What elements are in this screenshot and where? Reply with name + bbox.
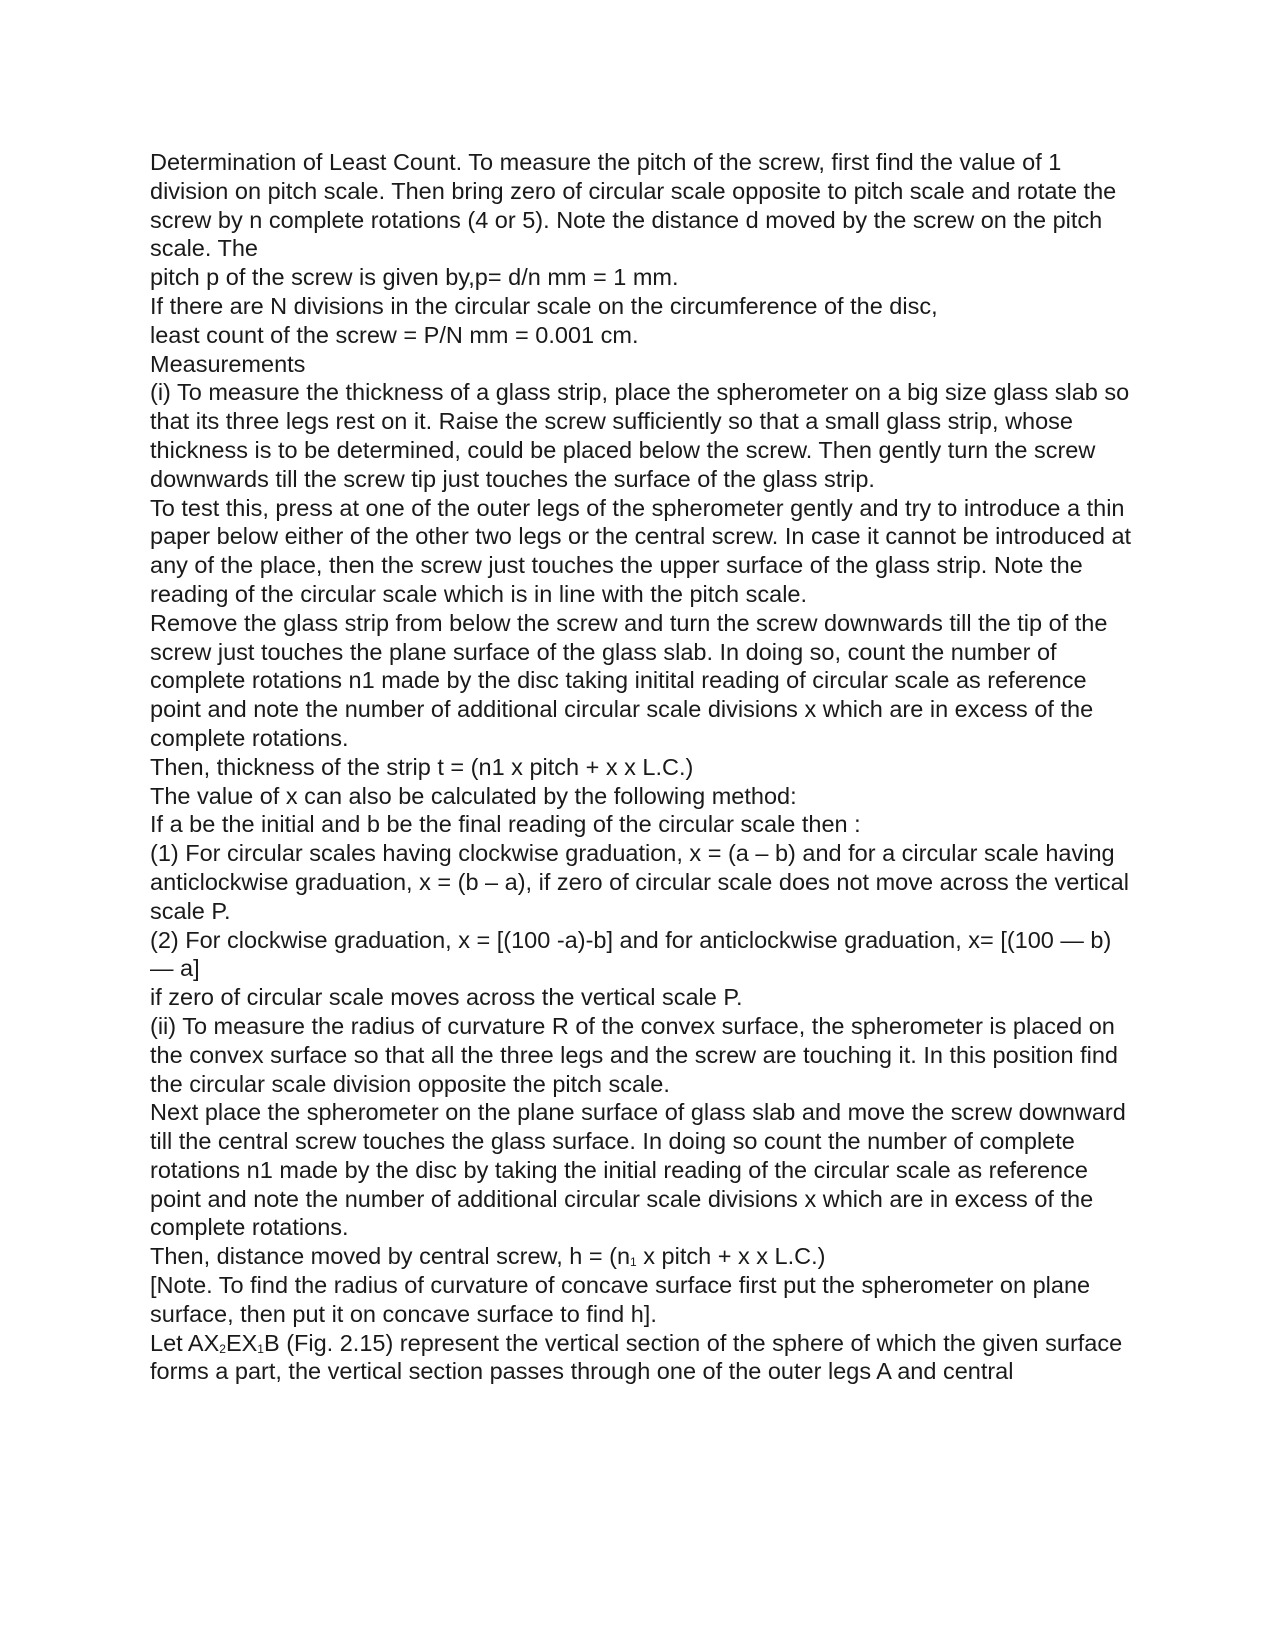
heading-measurements: Measurements <box>150 350 306 377</box>
paragraph-test: To test this, press at one of the outer legs of the spherometer gently and try to introduce a thin paper below either of the other two legs or the central screw. In case it cannot be introduced at any of the place, then the screw just touches the upper surface of the glass strip. Note the reading of the circular scale which is in line with the pitch scale. <box>150 494 1132 607</box>
section-text-3: B (Fig. 2.15) represent the vertical section of the sphere of which the given surface forms a part, the vertical section passes through one of the outer legs A and central <box>150 1329 1123 1385</box>
paragraph-radius: (ii) To measure the radius of curvature R of the convex surface, the spherometer is placed on the convex surface so that all the three legs and the screw are touching it. In this position find the circular scale division opposite the pitch scale. <box>150 1012 1118 1097</box>
paragraph-remove-strip: Remove the glass strip from below the screw and turn the screw downwards till the tip of the screw just touches the plane surface of the glass slab. In doing so, count the number of complete rotations n1 made by the disc taking initital reading of circular scale as reference point and note the number of additional circular scale divisions x which are in excess of the complete rotations. <box>150 609 1108 751</box>
distance-text-before: Then, distance moved by central screw, h = (n <box>150 1243 631 1270</box>
paragraph-zero-moves: if zero of circular scale moves across the vertical scale P. <box>150 984 743 1011</box>
paragraph-distance-formula <box>150 1242 1135 1271</box>
paragraph-case-2: (2) For clockwise graduation, x = [(100 -a)-b] and for anticlockwise graduation, x= [(100 — b) — a] <box>150 926 1112 982</box>
paragraph-least-count-value: least count of the screw = P/N mm = 0.001 cm. <box>150 321 639 348</box>
paragraph-thickness-formula: Then, thickness of the strip t = (n1 x pitch + x x L.C.) <box>150 753 694 780</box>
paragraph-vertical-section <box>150 1329 1135 1387</box>
section-text-1: Let AX <box>150 1329 220 1356</box>
paragraph-case-1: (1) For circular scales having clockwise graduation, x = (a – b) and for a circular scale having anticlockwise graduation, x = (b – a), if zero of circular scale does not move across the vertical scale P. <box>150 840 1129 924</box>
paragraph-initial-final: If a be the initial and b be the final reading of the circular scale then : <box>150 811 861 838</box>
document-body <box>150 148 1135 1386</box>
paragraph-pitch: pitch p of the screw is given by,p= d/n mm = 1 mm. <box>150 264 679 291</box>
section-subscript-2: 1 <box>257 1341 264 1356</box>
section-subscript-1: 2 <box>219 1341 226 1356</box>
paragraph-divisions: If there are N divisions in the circular scale on the circumference of the disc, <box>150 292 938 319</box>
distance-subscript: 1 <box>630 1255 637 1270</box>
paragraph-thickness: (i) To measure the thickness of a glass strip, place the spherometer on a big size glass slab so that its three legs rest on it. Raise the screw sufficiently so that a small glass strip, whose thickness is to be determined, could be placed below the screw. Then gently turn the screw downwards till the screw tip just touches the surface of the glass strip. <box>150 379 1130 492</box>
paragraph-value-x: The value of x can also be calculated by the following method: <box>150 782 797 809</box>
paragraph-next-place: Next place the spherometer on the plane surface of glass slab and move the screw downward till the central screw touches the glass surface. In doing so count the number of complete rotations n1 made by the disc by taking the initial reading of the circular scale as reference point and note the number of additional circular scale divisions x which are in excess of the complete rotations. <box>150 1099 1126 1241</box>
section-text-2: EX <box>225 1329 258 1356</box>
paragraph-least-count: Determination of Least Count. To measure the pitch of the screw, first find the value of 1 division on pitch scale. Then bring zero of circular scale opposite to pitch scale and rotate the screw by n complete rotations (4 or 5). Note the distance d moved by the screw on the pitch scale. The <box>150 149 1117 262</box>
paragraph-note: [Note. To find the radius of curvature of concave surface first put the spherometer on plane surface, then put it on concave surface to find h]. <box>150 1272 1091 1327</box>
distance-text-after: x pitch + x x L.C.) <box>636 1243 826 1270</box>
